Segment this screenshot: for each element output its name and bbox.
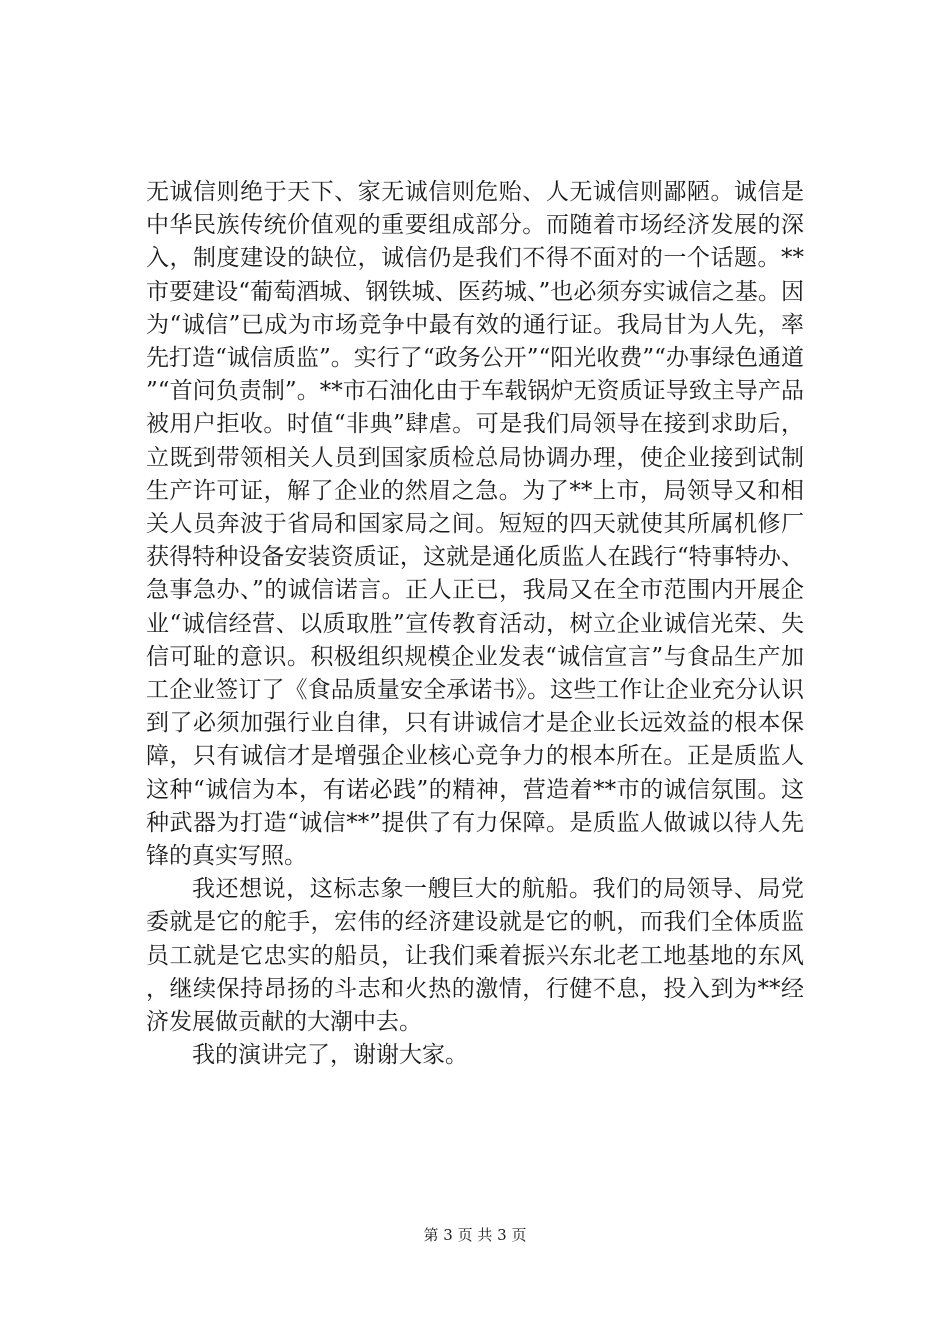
paragraph-closing: 我的演讲完了，谢谢大家。 bbox=[192, 1042, 468, 1069]
paragraph-integrity: 无诚信则绝于天下、家无诚信则危贻、人无诚信则鄙陋。诚信是中华民族传统价值观的重要组成部分。而随着市场经济发展的深入，制度建设的缺位，诚信仍是我们不得不面对的一个话题。**市要建设“葡萄酒城、钢铁城、医药城、”也必须夯实诚信之基。因为“诚信”已成为市场竞争中最有效的通行证。我局甘为人先，率先打造“诚信质监”。实行了“政务公开”“阳光收费”“办事绿色通道”“首问负责制”。**市石油化由于车载锅炉无资质证导致主导产品被用户拒收。时值“非典”肆虐。可是我们局领导在接到求助后，立既到带领相关人员到国家质检总局协调办理，使企业接到试制生产许可证，解了企业的然眉之急。为了**上市，局领导又和相关人员奔波于省局和国家局之间。短短的四天就使其所属机修厂获得特种设备安装资质证，这就是通化质监人在践行“特事特办、急事急办、”的诚信诺言。正人正已，我局又在全市范围内开展企业“诚信经营、以质取胜”宣传教育活动，树立企业诚信光荣、失信可耻的意识。积极组织规模企业发表“诚信宣言”与食品生产加工企业签订了《食品质量安全承诺书》。这些工作让企业充分认识到了必须加强行业自律，只有讲诚信才是企业长远效益的根本保障，只有诚信才是增强企业核心竞争力的根本所在。正是质监人这种“诚信为本，有诺必践”的精神，营造着**市的诚信氛围。这种武器为打造“诚信**”提供了有力保障。是质监人做诚以待人先锋的真实写照。 bbox=[146, 179, 804, 870]
paragraph-ship-metaphor: 我还想说，这标志象一艘巨大的航船。我们的局领导、局党委就是它的舵手，宏伟的经济建设就是它的帆，而我们全体质监员工就是它忠实的船员，让我们乘着振兴东北老工地基地的东风，继续保持昂扬的斗志和火热的激情，行健不息，投入到为**经济发展做贡献的大潮中去。 bbox=[146, 876, 804, 1036]
page-footer: 第 3 页 共 3 页 bbox=[423, 1226, 527, 1244]
document-body bbox=[146, 176, 804, 1072]
